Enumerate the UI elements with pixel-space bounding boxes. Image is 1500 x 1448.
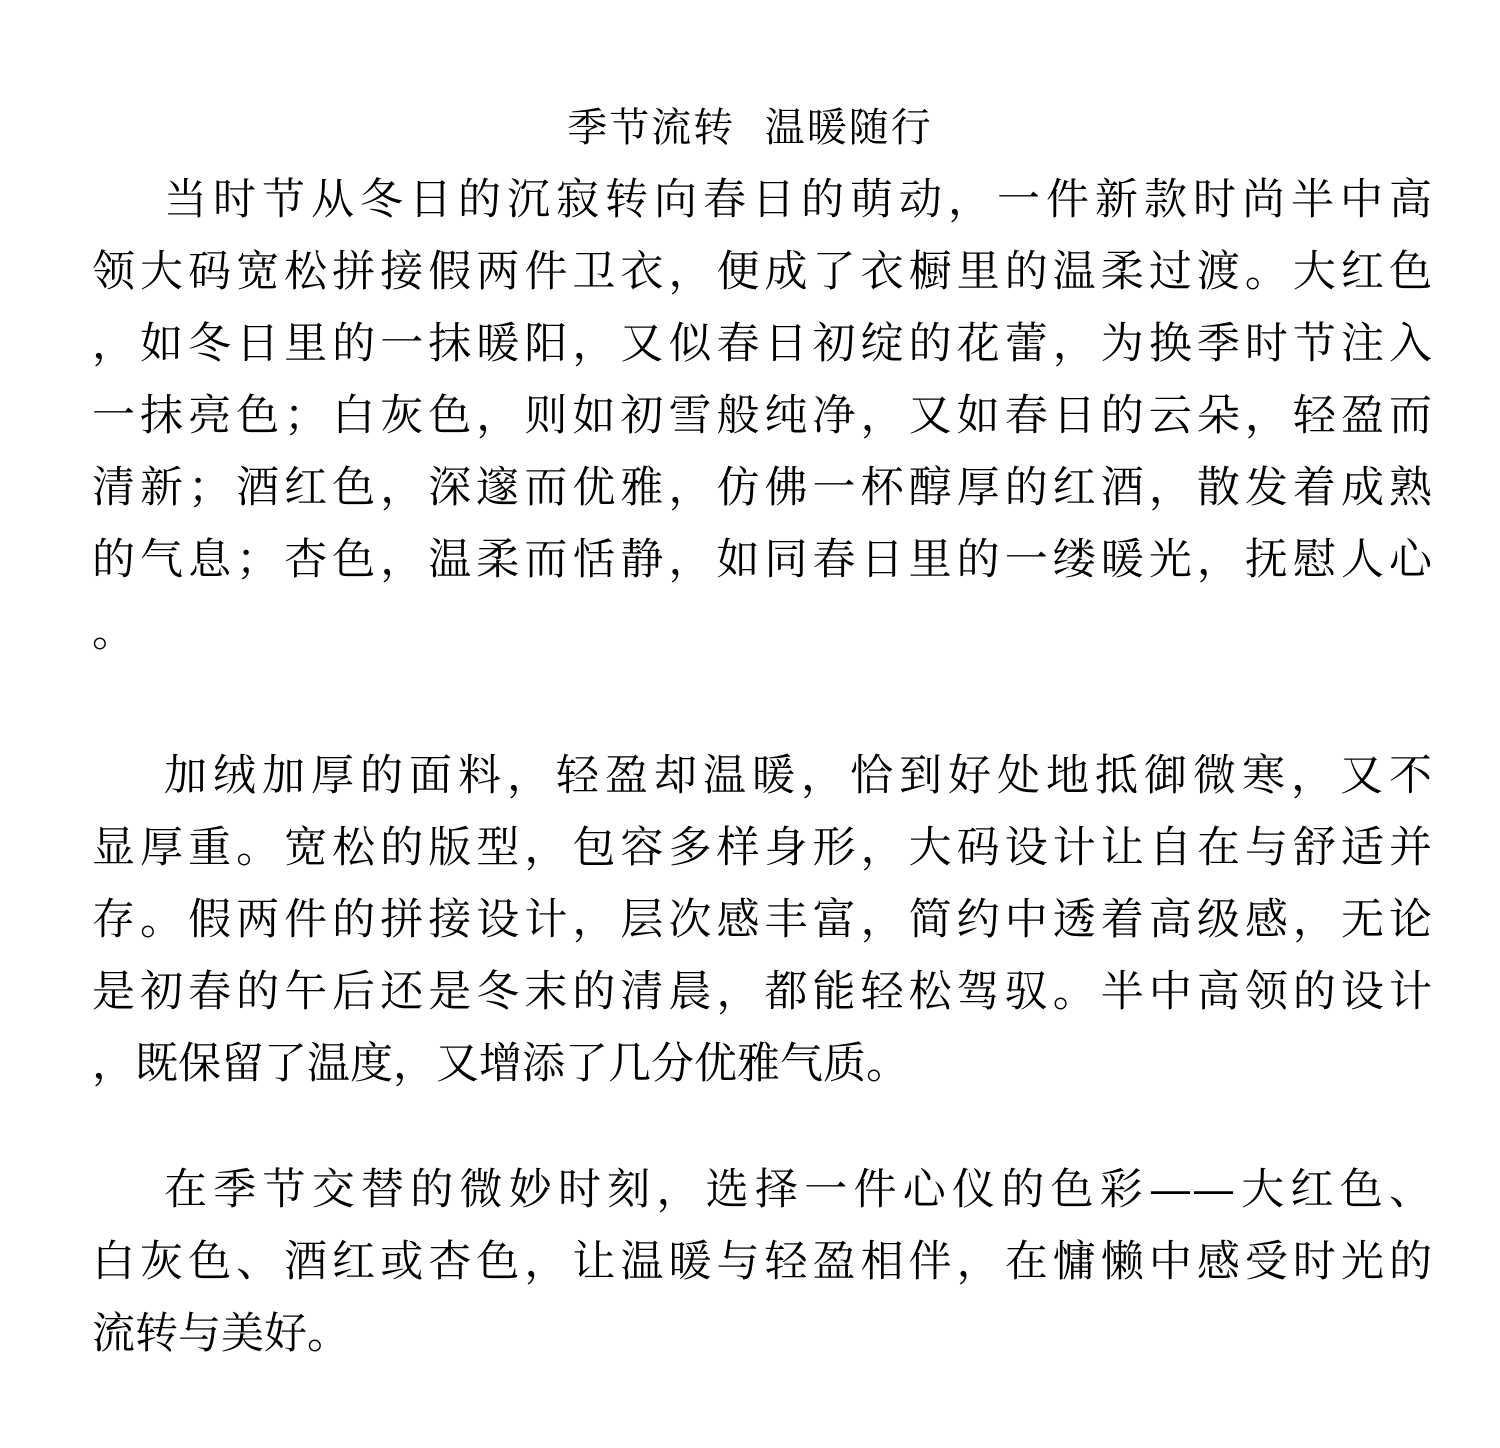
paragraph-line: 领大码宽松拼接假两件卫衣，便成了衣橱里的温柔过渡。大红色 xyxy=(92,247,1432,297)
paragraph-line: 流转与美好。 xyxy=(92,1309,350,1359)
paragraph-line: 白灰色、酒红或杏色，让温暖与轻盈相伴，在慵懒中感受时光的 xyxy=(92,1237,1432,1287)
paragraph-line: 一抹亮色；白灰色，则如初雪般纯净，又如春日的云朵，轻盈而 xyxy=(92,391,1432,441)
document-title: 季节流转 温暖随行 xyxy=(567,105,933,151)
paragraph-line: 的气息；杏色，温柔而恬静，如同春日里的一缕暖光，抚慰人心 xyxy=(92,535,1432,585)
paragraph-line: 显厚重。宽松的版型，包容多样身形，大码设计让自在与舒适并 xyxy=(92,823,1432,873)
paragraph-1 xyxy=(92,164,1432,668)
paragraph-line: 在季节交替的微妙时刻，选择一件心仪的色彩——大红色、 xyxy=(164,1165,1432,1215)
paragraph-line: 清新；酒红色，深邃而优雅，仿佛一杯醇厚的红酒，散发着成熟 xyxy=(92,463,1432,513)
paragraph-line: 当时节从冬日的沉寂转向春日的萌动，一件新款时尚半中高 xyxy=(164,175,1432,225)
paragraph-2 xyxy=(92,740,1432,1100)
paragraph-line: ，既保留了温度，又增添了几分优雅气质。 xyxy=(92,1039,909,1089)
paragraph-line: ，如冬日里的一抹暖阳，又似春日初绽的花蕾，为换季时节注入 xyxy=(92,319,1432,369)
paragraph-line: 加绒加厚的面料，轻盈却温暖，恰到好处地抵御微寒，又不 xyxy=(164,751,1432,801)
paragraph-line: 是初春的午后还是冬末的清晨，都能轻松驾驭。半中高领的设计 xyxy=(92,967,1432,1017)
paragraph-line: 存。假两件的拼接设计，层次感丰富，简约中透着高级感，无论 xyxy=(92,895,1432,945)
paragraph-line: 。 xyxy=(92,607,135,657)
paragraph-3 xyxy=(92,1154,1432,1370)
